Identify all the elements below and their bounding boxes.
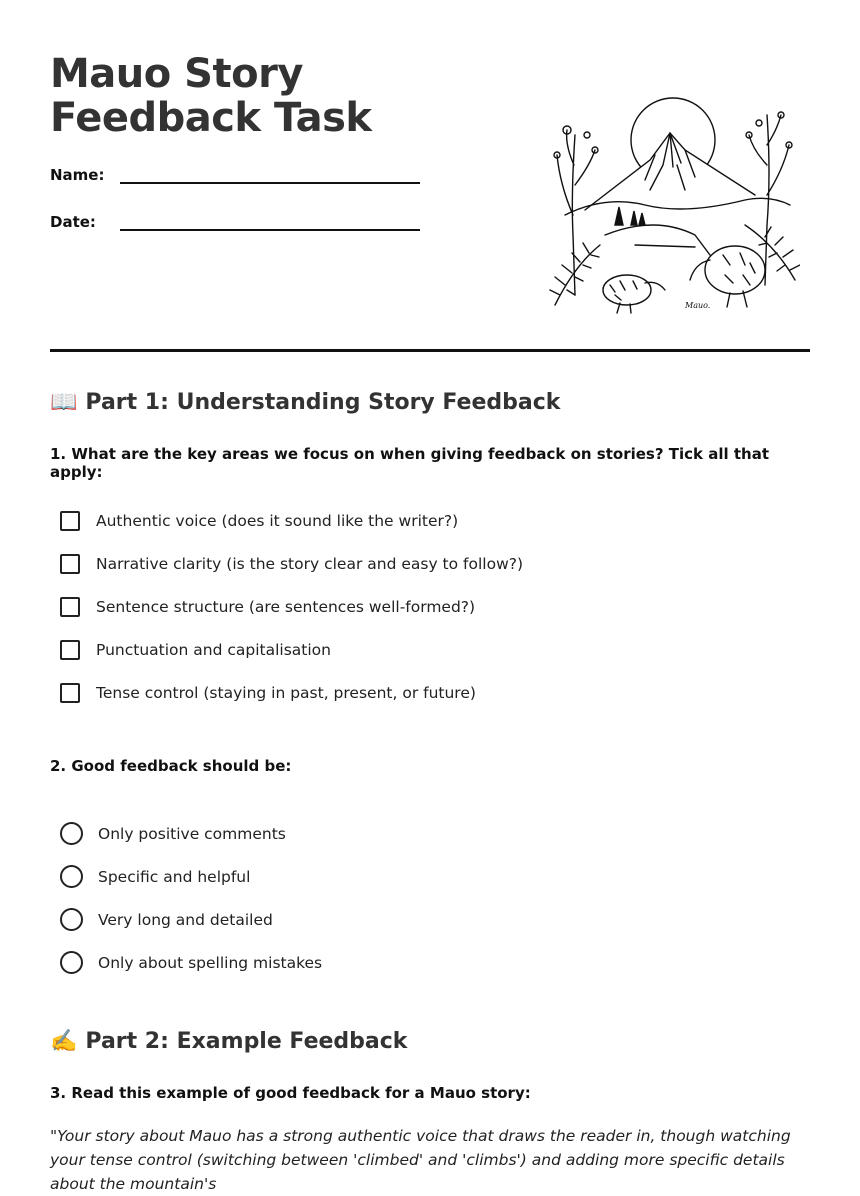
option-label: Only about spelling mistakes <box>98 953 323 972</box>
part1-heading <box>50 390 560 415</box>
question-1: 1. What are the key areas we focus on when giving feedback on stories? Tick all that apply: <box>50 445 769 481</box>
question-2: 2. Good feedback should be: <box>50 757 292 775</box>
radio-button[interactable] <box>60 908 83 931</box>
date-input-line[interactable] <box>120 229 420 231</box>
checkbox[interactable] <box>60 554 80 574</box>
option-label: Specific and helpful <box>98 867 251 886</box>
question-3: 3. Read this example of good feedback for a Mauo story: <box>50 1084 531 1102</box>
checkbox-option[interactable] <box>60 511 458 531</box>
mountain-icon <box>585 133 755 210</box>
part2-heading <box>50 1029 407 1054</box>
radio-option[interactable] <box>60 865 250 888</box>
radio-button[interactable] <box>60 865 83 888</box>
part2-title: Part 2: Example Feedback <box>85 1029 408 1054</box>
option-label: Narrative clarity (is the story clear and easy to follow?) <box>96 555 524 573</box>
checkbox[interactable] <box>60 683 80 703</box>
page-title: Mauo Story Feedback Task <box>50 51 372 141</box>
book-icon: 📖 <box>50 390 78 415</box>
name-field <box>50 166 104 184</box>
checkbox[interactable] <box>60 597 80 617</box>
date-label: Date: <box>50 213 96 231</box>
header-divider <box>50 349 810 352</box>
option-label: Authentic voice (does it sound like the writer?) <box>96 512 459 530</box>
writing-hand-icon: ✍️ <box>50 1029 78 1054</box>
option-label: Very long and detailed <box>98 910 273 929</box>
artist-signature: Mauo. <box>685 301 711 310</box>
radio-option[interactable] <box>60 951 322 974</box>
option-label: Only positive comments <box>98 824 286 843</box>
kiwi-icon <box>705 246 765 294</box>
radio-button[interactable] <box>60 822 83 845</box>
option-label: Sentence structure (are sentences well-formed?) <box>96 598 476 616</box>
checkbox-option[interactable] <box>60 640 331 660</box>
checkbox[interactable] <box>60 511 80 531</box>
checkbox-option[interactable] <box>60 597 475 617</box>
name-label: Name: <box>50 166 105 184</box>
example-feedback-quote: "Your story about Mauo has a strong authentic voice that draws the reader in, though watching your tense control (switching between 'climbed' and 'climbs') and adding more specific details about the mountain's <box>50 1127 791 1193</box>
radio-option[interactable] <box>60 908 273 931</box>
checkbox-option[interactable] <box>60 683 476 703</box>
checkbox-option[interactable] <box>60 554 523 574</box>
date-field <box>50 213 96 231</box>
name-input-line[interactable] <box>120 182 420 184</box>
option-label: Punctuation and capitalisation <box>96 641 331 659</box>
checkbox[interactable] <box>60 640 80 660</box>
radio-button[interactable] <box>60 951 83 974</box>
option-label: Tense control (staying in past, present, or future) <box>96 684 476 702</box>
mountain-kiwi-illustration <box>545 95 800 315</box>
radio-option[interactable] <box>60 822 286 845</box>
part1-title: Part 1: Understanding Story Feedback <box>85 390 561 415</box>
